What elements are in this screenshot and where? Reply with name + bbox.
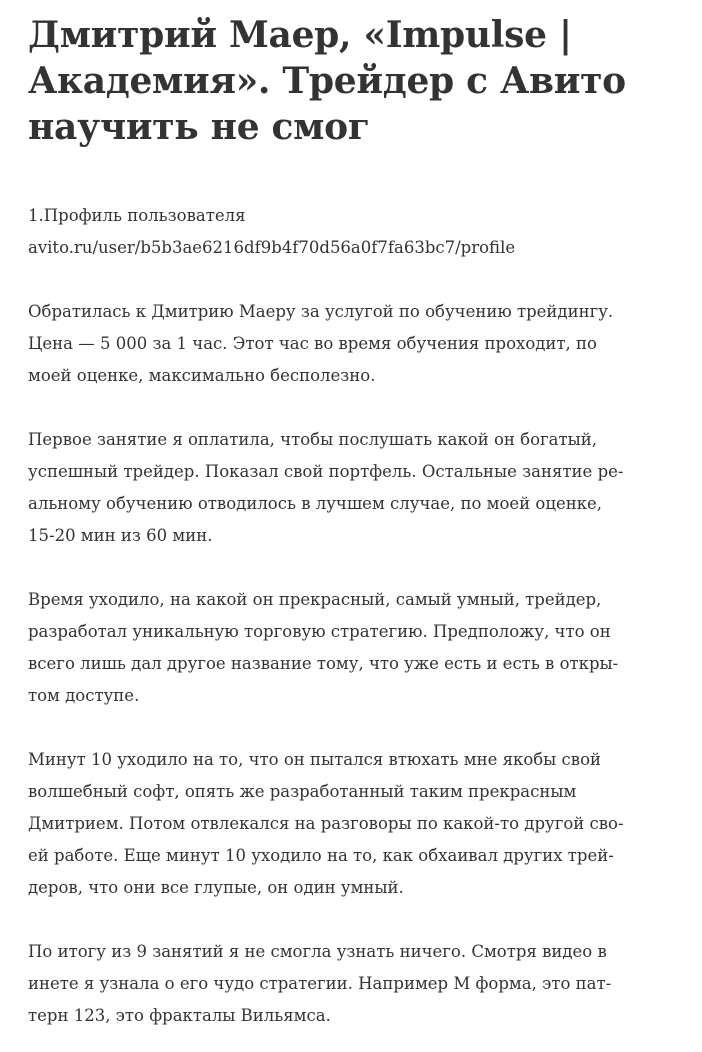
paragraph-line: Дмитрием. Потом отвлекался на разговоры по какой-то другой сво- <box>28 814 624 833</box>
paragraph <box>28 744 674 904</box>
paragraph-line: Время уходило, на какой он прекрасный, самый умный, трейдер, <box>28 590 602 609</box>
paragraph <box>28 424 674 552</box>
paragraph-line: всего лишь дал другое название тому, что уже есть и есть в откры- <box>28 654 619 673</box>
paragraph-line: По итогу из 9 занятий я не смогла узнать ничего. Смотря видео в <box>28 942 607 961</box>
paragraph-line: Обратилась к Дмитрию Маеру за услугой по обучению трейдингу. <box>28 302 614 321</box>
paragraph-line: инете я узнала о его чудо стратегии. Например М форма, это пат- <box>28 974 612 993</box>
title-line: научить не смог <box>28 106 370 148</box>
paragraph-line: деров, что они все глупые, он один умный. <box>28 878 404 897</box>
article-body <box>28 200 674 1032</box>
paragraph <box>28 296 674 392</box>
paragraph-line: 15-20 мин из 60 мин. <box>28 526 213 545</box>
paragraph-line: успешный трейдер. Показал свой портфель. Остальные занятие ре- <box>28 462 624 481</box>
paragraph-line: том доступе. <box>28 686 140 705</box>
paragraph-line: ей работе. Еще минут 10 уходило на то, как обхаивал других трей- <box>28 846 614 865</box>
article-title <box>28 12 674 150</box>
title-line: Академия». Трейдер с Авито <box>28 60 626 102</box>
paragraph <box>28 584 674 712</box>
profile-link[interactable]: avito.ru/user/b5b3ae6216df9b4f70d56a0f7fa63bc7/profile <box>28 238 516 257</box>
paragraph <box>28 936 674 1032</box>
paragraph-line: альному обучению отводилось в лучшем случае, по моей оценке, <box>28 494 603 513</box>
paragraph-line: Первое занятие я оплатила, чтобы послушать какой он богатый, <box>28 430 598 449</box>
profile-label: 1.Профиль пользователя <box>28 206 246 225</box>
paragraph-line: терн 123, это фракталы Вильямса. <box>28 1006 331 1025</box>
paragraph-line: Минут 10 уходило на то, что он пытался втюхать мне якобы свой <box>28 750 602 769</box>
paragraph-line: моей оценке, максимально бесполезно. <box>28 366 376 385</box>
title-line: Дмитрий Маер, «Impulse | <box>28 14 572 56</box>
profile-paragraph <box>28 200 674 264</box>
paragraph-line: разработал уникальную торговую стратегию. Предположу, что он <box>28 622 611 641</box>
paragraph-line: волшебный софт, опять же разработанный таким прекрасным <box>28 782 577 801</box>
paragraph-line: Цена — 5 000 за 1 час. Этот час во время обучения проходит, по <box>28 334 597 353</box>
